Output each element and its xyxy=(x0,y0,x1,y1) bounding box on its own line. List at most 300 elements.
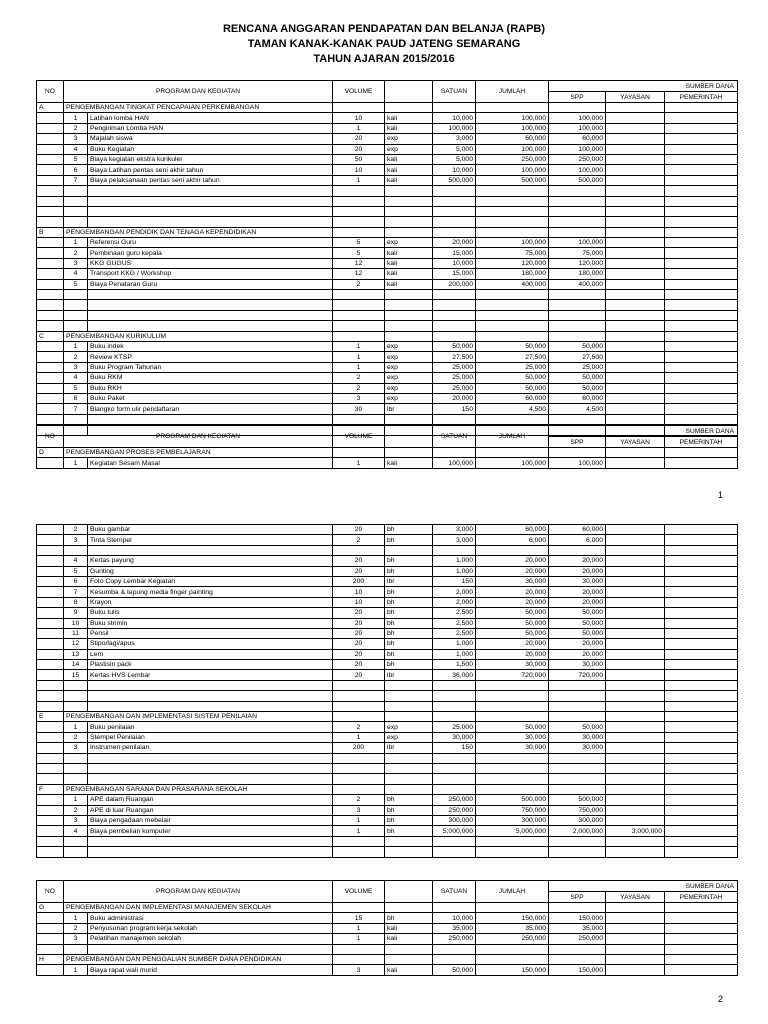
section-code: F xyxy=(37,784,64,794)
item-volume xyxy=(333,847,385,857)
item-volume: 3 xyxy=(333,965,385,975)
item-name xyxy=(88,774,333,784)
table-row xyxy=(37,566,738,576)
item-spp xyxy=(549,300,606,310)
item-satuan xyxy=(433,196,476,206)
table-row xyxy=(37,206,738,216)
item-satuan xyxy=(433,753,476,763)
item-jumlah: 35,000 xyxy=(476,923,549,933)
item-number xyxy=(64,545,88,555)
item-number xyxy=(64,944,88,954)
item-volume: 2 xyxy=(333,279,385,289)
item-volume: 10 xyxy=(333,587,385,597)
section-code: E xyxy=(37,712,64,722)
item-spp: 50,000 xyxy=(549,628,606,638)
item-name: Blangko form ulir pendaftaran xyxy=(88,404,333,414)
table-row xyxy=(37,923,738,933)
item-jumlah xyxy=(476,310,549,320)
table-row xyxy=(37,310,738,320)
item-satuan xyxy=(433,206,476,216)
item-pemerintah xyxy=(665,680,738,690)
page-number: 1 xyxy=(718,490,724,500)
item-name: Kertas payung xyxy=(88,556,333,566)
item-spp xyxy=(549,310,606,320)
item-jumlah: 30,000 xyxy=(476,743,549,753)
item-jumlah: 4,500 xyxy=(476,404,549,414)
item-satuan xyxy=(433,300,476,310)
item-satuan: 50,000 xyxy=(433,341,476,351)
item-spp: 250,000 xyxy=(549,934,606,944)
item-volume: 20 xyxy=(333,608,385,618)
item-number: 4 xyxy=(64,373,88,383)
item-satuan: 2,000 xyxy=(433,597,476,607)
item-satuan: 5,000 xyxy=(433,144,476,154)
table-row xyxy=(37,134,738,144)
item-yayasan xyxy=(606,805,665,815)
item-satuan: 250,000 xyxy=(433,805,476,815)
item-name xyxy=(88,300,333,310)
item-satuan xyxy=(433,847,476,857)
table-row xyxy=(37,535,738,545)
item-number: 1 xyxy=(64,913,88,923)
item-yayasan xyxy=(606,248,665,258)
item-unit xyxy=(385,217,433,227)
item-jumlah: 120,000 xyxy=(476,258,549,268)
item-pemerintah xyxy=(665,934,738,944)
item-number: 7 xyxy=(64,175,88,185)
item-jumlah xyxy=(476,701,549,711)
section-title: PENGEMBANGAN DAN IMPLEMENTASI MANAJEMEN SEKOLAH xyxy=(64,903,333,913)
item-satuan xyxy=(433,691,476,701)
item-satuan: 1,000 xyxy=(433,649,476,659)
item-volume: 1 xyxy=(333,123,385,133)
item-name: Buku administrasi xyxy=(88,913,333,923)
item-pemerintah xyxy=(665,639,738,649)
table-row xyxy=(37,144,738,154)
table-row xyxy=(37,196,738,206)
table-row xyxy=(37,165,738,175)
item-unit: exp xyxy=(385,373,433,383)
header-satuan: SATUAN xyxy=(433,881,476,903)
item-spp xyxy=(549,290,606,300)
table-row xyxy=(37,123,738,133)
table-row xyxy=(37,321,738,331)
item-volume: 1 xyxy=(333,352,385,362)
item-name xyxy=(88,753,333,763)
item-yayasan xyxy=(606,795,665,805)
item-jumlah: 20,000 xyxy=(476,556,549,566)
item-number: 5 xyxy=(64,154,88,164)
item-name: Kesumba & tepung media finger painting xyxy=(88,587,333,597)
item-yayasan xyxy=(606,393,665,403)
table-row xyxy=(37,238,738,248)
item-pemerintah xyxy=(665,556,738,566)
item-volume: 200 xyxy=(333,576,385,586)
header-yayasan: YAYASAN xyxy=(606,437,665,448)
item-spp: 30,000 xyxy=(549,743,606,753)
item-spp xyxy=(549,196,606,206)
item-unit: kali xyxy=(385,258,433,268)
item-unit: lbr xyxy=(385,404,433,414)
item-yayasan xyxy=(606,279,665,289)
item-number xyxy=(64,300,88,310)
item-pemerintah xyxy=(665,805,738,815)
item-volume xyxy=(333,680,385,690)
item-number xyxy=(64,680,88,690)
item-yayasan xyxy=(606,290,665,300)
rapb-table-1 xyxy=(36,80,738,436)
item-yayasan xyxy=(606,383,665,393)
item-name: Pensil xyxy=(88,628,333,638)
item-volume: 1 xyxy=(333,175,385,185)
item-jumlah xyxy=(476,836,549,846)
item-unit: exp xyxy=(385,362,433,372)
item-yayasan xyxy=(606,362,665,372)
item-name: Pembinaan guru kepala xyxy=(88,248,333,258)
item-volume: 20 xyxy=(333,144,385,154)
item-unit: bh xyxy=(385,805,433,815)
item-volume: 2 xyxy=(333,383,385,393)
section-row xyxy=(37,103,738,113)
item-pemerintah xyxy=(665,206,738,216)
item-pemerintah xyxy=(665,847,738,857)
item-unit: kali xyxy=(385,123,433,133)
item-name: Buku indek xyxy=(88,341,333,351)
item-satuan: 150 xyxy=(433,743,476,753)
item-name: Buku RKM xyxy=(88,373,333,383)
item-jumlah: 75,000 xyxy=(476,248,549,258)
item-jumlah xyxy=(476,206,549,216)
item-name: Lem xyxy=(88,649,333,659)
item-volume: 1 xyxy=(333,732,385,742)
item-volume: 200 xyxy=(333,743,385,753)
item-number: 2 xyxy=(64,352,88,362)
item-jumlah: 400,000 xyxy=(476,279,549,289)
item-name xyxy=(88,196,333,206)
item-pemerintah xyxy=(665,238,738,248)
item-yayasan xyxy=(606,123,665,133)
item-name xyxy=(88,944,333,954)
item-volume xyxy=(333,217,385,227)
item-yayasan xyxy=(606,732,665,742)
item-jumlah: 250,000 xyxy=(476,934,549,944)
item-name xyxy=(88,206,333,216)
item-satuan: 10,000 xyxy=(433,258,476,268)
item-volume: 20 xyxy=(333,134,385,144)
item-volume: 10 xyxy=(333,597,385,607)
item-volume xyxy=(333,701,385,711)
item-volume: 20 xyxy=(333,525,385,535)
item-name: Buku Kegiatan xyxy=(88,144,333,154)
item-number xyxy=(64,310,88,320)
item-yayasan xyxy=(606,587,665,597)
item-spp: 100,000 xyxy=(549,238,606,248)
item-unit: bh xyxy=(385,628,433,638)
item-name: Pelatihan manajemen sekolah xyxy=(88,934,333,944)
item-satuan: 2,000 xyxy=(433,587,476,597)
item-satuan: 500,000 xyxy=(433,175,476,185)
header-satuan: SATUAN xyxy=(433,426,476,448)
item-volume: 12 xyxy=(333,258,385,268)
item-jumlah xyxy=(476,414,549,424)
table-row xyxy=(37,826,738,836)
item-spp: 50,000 xyxy=(549,341,606,351)
table-row xyxy=(37,587,738,597)
item-volume: 20 xyxy=(333,628,385,638)
item-spp: 35,000 xyxy=(549,923,606,933)
item-pemerintah xyxy=(665,310,738,320)
item-spp: 30,000 xyxy=(549,660,606,670)
item-name: Referensi Guru xyxy=(88,238,333,248)
item-satuan xyxy=(433,763,476,773)
item-volume xyxy=(333,310,385,320)
item-pemerintah xyxy=(665,826,738,836)
item-volume: 10 xyxy=(333,165,385,175)
item-spp: 20,000 xyxy=(549,566,606,576)
item-unit: bh xyxy=(385,587,433,597)
item-yayasan xyxy=(606,206,665,216)
item-unit: bh xyxy=(385,639,433,649)
item-spp: 300,000 xyxy=(549,815,606,825)
item-unit: exp xyxy=(385,134,433,144)
item-pemerintah xyxy=(665,362,738,372)
item-jumlah: 100,000 xyxy=(476,238,549,248)
item-name: Review KTSP xyxy=(88,352,333,362)
item-pemerintah xyxy=(665,186,738,196)
item-yayasan xyxy=(606,618,665,628)
item-unit: kali xyxy=(385,458,433,468)
item-volume: 50 xyxy=(333,154,385,164)
item-spp: 100,000 xyxy=(549,123,606,133)
item-unit: kali xyxy=(385,165,433,175)
item-jumlah xyxy=(476,691,549,701)
item-spp: 75,000 xyxy=(549,248,606,258)
item-unit xyxy=(385,691,433,701)
item-satuan: 10,000 xyxy=(433,113,476,123)
header-jumlah: JUMLAH xyxy=(476,881,549,903)
item-spp xyxy=(549,545,606,555)
item-number: 1 xyxy=(64,113,88,123)
item-satuan: 25,000 xyxy=(433,383,476,393)
item-jumlah: 20,000 xyxy=(476,639,549,649)
item-number: 11 xyxy=(64,628,88,638)
item-pemerintah xyxy=(665,628,738,638)
item-number xyxy=(64,847,88,857)
table-row xyxy=(37,763,738,773)
item-unit xyxy=(385,680,433,690)
header-yayasan: YAYASAN xyxy=(606,892,665,903)
item-pemerintah xyxy=(665,660,738,670)
item-jumlah: 180,000 xyxy=(476,269,549,279)
item-number: 2 xyxy=(64,525,88,535)
item-unit xyxy=(385,414,433,424)
item-volume xyxy=(333,206,385,216)
table-row xyxy=(37,701,738,711)
table-row xyxy=(37,913,738,923)
item-number xyxy=(64,414,88,424)
item-unit: exp xyxy=(385,393,433,403)
header-jumlah: JUMLAH xyxy=(476,426,549,448)
item-spp: 30,000 xyxy=(549,576,606,586)
item-yayasan xyxy=(606,217,665,227)
item-jumlah xyxy=(476,300,549,310)
item-satuan: 15,000 xyxy=(433,269,476,279)
item-satuan: 10,000 xyxy=(433,165,476,175)
item-number: 2 xyxy=(64,923,88,933)
item-pemerintah xyxy=(665,732,738,742)
rapb-table-4 xyxy=(36,880,738,976)
item-pemerintah xyxy=(665,279,738,289)
item-number: 5 xyxy=(64,279,88,289)
table-row xyxy=(37,965,738,975)
document-title: RENCANA ANGGARAN PENDAPATAN DAN BELANJA (RAPB) xyxy=(222,23,546,35)
item-jumlah: 100,000 xyxy=(476,113,549,123)
item-pemerintah xyxy=(665,258,738,268)
item-name: Biaya kegiatan ekstra kurikuler xyxy=(88,154,333,164)
item-number: 8 xyxy=(64,597,88,607)
item-name: Biaya pelaksanaan pentas seni akhir tahun xyxy=(88,175,333,185)
item-spp: 60,000 xyxy=(549,393,606,403)
item-pemerintah xyxy=(665,597,738,607)
item-number: 1 xyxy=(64,238,88,248)
item-jumlah: 150,000 xyxy=(476,965,549,975)
item-unit xyxy=(385,321,433,331)
item-jumlah: 500,000 xyxy=(476,795,549,805)
item-jumlah xyxy=(476,847,549,857)
item-name xyxy=(88,691,333,701)
item-pemerintah xyxy=(665,618,738,628)
section-row xyxy=(37,903,738,913)
item-yayasan xyxy=(606,535,665,545)
item-volume: 1 xyxy=(333,923,385,933)
item-unit: exp xyxy=(385,341,433,351)
item-yayasan xyxy=(606,321,665,331)
item-number: 9 xyxy=(64,608,88,618)
item-pemerintah xyxy=(665,649,738,659)
item-jumlah xyxy=(476,680,549,690)
item-name: Foto Copy Lembar Kegiatan xyxy=(88,576,333,586)
item-number: 3 xyxy=(64,815,88,825)
item-unit: bh xyxy=(385,913,433,923)
item-number: 7 xyxy=(64,587,88,597)
item-spp: 250,000 xyxy=(549,154,606,164)
item-spp: 6,000 xyxy=(549,535,606,545)
item-volume: 20 xyxy=(333,649,385,659)
item-number xyxy=(64,774,88,784)
table-row xyxy=(37,525,738,535)
item-spp xyxy=(549,753,606,763)
item-spp: 50,000 xyxy=(549,383,606,393)
item-pemerintah xyxy=(665,154,738,164)
item-yayasan xyxy=(606,373,665,383)
item-jumlah: 60,000 xyxy=(476,134,549,144)
item-number: 3 xyxy=(64,743,88,753)
table-row xyxy=(37,743,738,753)
item-name: Buku Paket xyxy=(88,393,333,403)
item-pemerintah xyxy=(665,576,738,586)
item-volume xyxy=(333,414,385,424)
item-spp: 150,000 xyxy=(549,913,606,923)
item-spp: 50,000 xyxy=(549,722,606,732)
item-spp: 20,000 xyxy=(549,639,606,649)
item-yayasan xyxy=(606,556,665,566)
item-satuan: 1,000 xyxy=(433,556,476,566)
item-jumlah: 50,000 xyxy=(476,628,549,638)
item-pemerintah xyxy=(665,525,738,535)
item-satuan: 200,000 xyxy=(433,279,476,289)
item-unit: bh xyxy=(385,535,433,545)
item-satuan: 250,000 xyxy=(433,934,476,944)
item-satuan: 3,000 xyxy=(433,134,476,144)
item-number: 4 xyxy=(64,144,88,154)
item-yayasan xyxy=(606,134,665,144)
item-satuan: 3,000 xyxy=(433,535,476,545)
item-unit: kali xyxy=(385,934,433,944)
item-name: KKG GUGUS xyxy=(88,258,333,268)
item-pemerintah xyxy=(665,763,738,773)
item-jumlah xyxy=(476,217,549,227)
item-jumlah: 20,000 xyxy=(476,597,549,607)
section-code: B xyxy=(37,227,64,237)
item-name: Buku strimin xyxy=(88,618,333,628)
table-row xyxy=(37,217,738,227)
item-volume: 20 xyxy=(333,639,385,649)
item-jumlah xyxy=(476,321,549,331)
section-row xyxy=(37,227,738,237)
item-number xyxy=(64,321,88,331)
table-row xyxy=(37,556,738,566)
item-satuan: 250,000 xyxy=(433,795,476,805)
item-satuan: 20,000 xyxy=(433,393,476,403)
item-satuan xyxy=(433,944,476,954)
item-pemerintah xyxy=(665,321,738,331)
table-row xyxy=(37,649,738,659)
item-satuan: 35,000 xyxy=(433,923,476,933)
item-number: 3 xyxy=(64,535,88,545)
item-yayasan xyxy=(606,763,665,773)
item-unit: bh xyxy=(385,815,433,825)
item-yayasan xyxy=(606,965,665,975)
item-pemerintah xyxy=(665,341,738,351)
item-unit xyxy=(385,300,433,310)
header-program: PROGRAM DAN KEGIATAN xyxy=(64,881,333,903)
item-satuan: 150 xyxy=(433,576,476,586)
item-spp: 150,000 xyxy=(549,965,606,975)
item-spp xyxy=(549,691,606,701)
item-jumlah: 5,000,000 xyxy=(476,826,549,836)
section-title: PENGEMBANGAN SARANA DAN PRASARANA SEKOLAH xyxy=(64,784,333,794)
item-number xyxy=(64,701,88,711)
table-row xyxy=(37,934,738,944)
item-unit: bh xyxy=(385,649,433,659)
item-name: APE di luar Ruangan xyxy=(88,805,333,815)
item-pemerintah xyxy=(665,248,738,258)
table-row xyxy=(37,352,738,362)
item-jumlah: 50,000 xyxy=(476,373,549,383)
item-number: 2 xyxy=(64,805,88,815)
item-volume: 30 xyxy=(333,404,385,414)
item-name: Majalah siswa xyxy=(88,134,333,144)
item-satuan xyxy=(433,310,476,320)
item-number: 7 xyxy=(64,404,88,414)
section-title: PENGEMBANGAN PENDIDIK DAN TENAGA KEPENDIDIKAN xyxy=(64,227,333,237)
item-jumlah xyxy=(476,753,549,763)
item-number xyxy=(64,836,88,846)
item-satuan: 300,000 xyxy=(433,815,476,825)
item-spp: 100,000 xyxy=(549,165,606,175)
table-row xyxy=(37,269,738,279)
item-volume: 12 xyxy=(333,269,385,279)
